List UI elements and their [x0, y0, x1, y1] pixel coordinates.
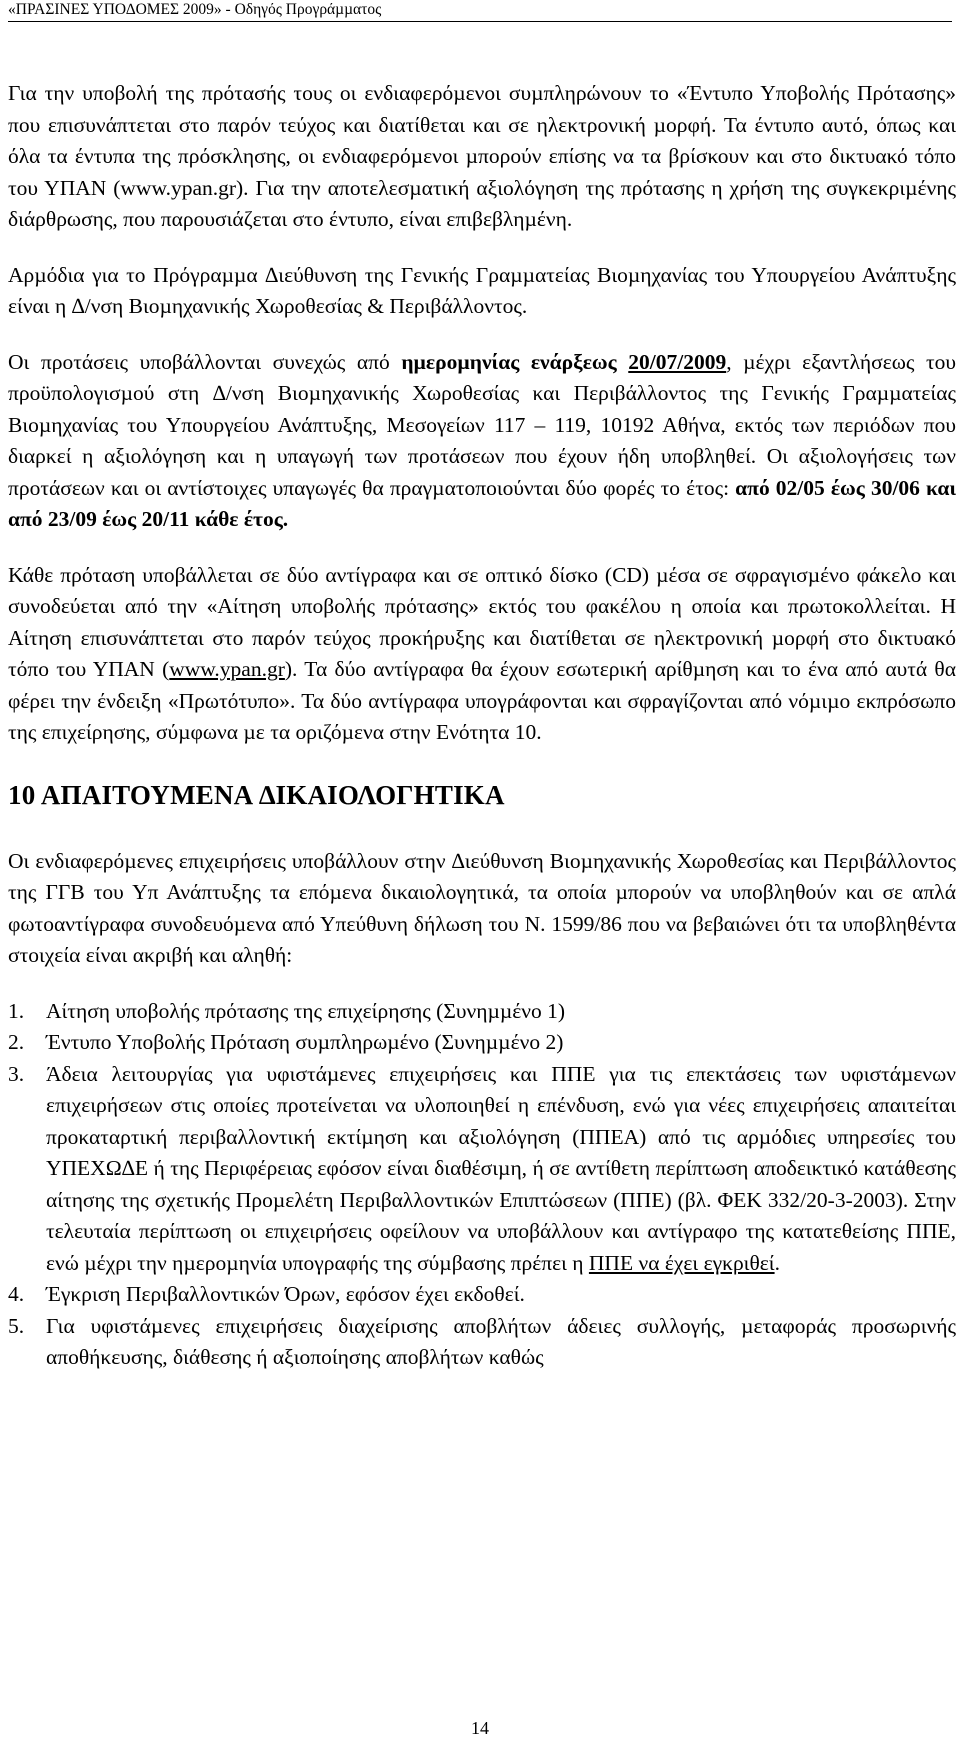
dates-text-1: Οι προτάσεις υποβάλλονται συνεχώς από [8, 349, 402, 374]
list-item-number: 1. [8, 998, 25, 1023]
list-item-text: Έγκριση Περιβαλλοντικών Όρων, εφόσον έχει εκδοθεί. [46, 1282, 525, 1306]
list-item-underlined-text: ΠΠΕ να έχει εγκριθεί [588, 1250, 775, 1275]
paragraph-submission: Για την υποβολή της πρότασής τους οι ενδιαφερόµενοι συµπληρώνουν το «Έντυπο Υποβολής Πρότασης» που επισυνάπτεται στο παρόν τεύχος και διατίθεται και σε ηλεκτρονική µορφή. Τα έντυπο αυτό, όπως και όλα τα έντυπα της πρόσκλησης, οι ενδιαφερόµενοι µπορούν επίσης να τα βρίσκουν και στο δικτυακό τόπο του ΥΠΑΝ (www.ypan.gr). Για την αποτελεσµατική αξιολόγηση της πρότασης η χρήση της συγκεκριµένης διάρθρωσης, που παρουσιάζεται στο έντυπο, είναι επιβεβληµένη. [8, 81, 956, 231]
list-item-text-end: . [774, 1250, 780, 1275]
list-item-number: 5. [8, 1313, 25, 1338]
start-date-label: ηµεροµηνίας ενάρξεως [401, 349, 629, 374]
body-text [8, 78, 956, 1374]
paragraph-required-documents: Οι ενδιαφερόµενες επιχειρήσεις υποβάλλουν στην ∆ιεύθυνση Βιοµηχανικής Χωροθεσίας και Περιβάλλοντος της ΓΓΒ του Υπ Ανάπτυξης τα επόµενα δικαιολογητικά, τα οποία µπορούν να υποβληθούν και σε απλά φωτοαντίγραφα συνοδευόµενα από Υπεύθυνη δήλωση του Ν. 1599/86 που να βεβαιώνει ότι τα υποβληθέντα στοιχεία είναι ακριβή και αληθή: [8, 848, 956, 967]
paragraph-responsible-directorate: Αρµόδια για το Πρόγραµµα ∆ιεύθυνση της Γενικής Γραµµατείας Βιοµηχανίας του Υπουργείου Ανάπτυξης είναι η ∆/νση Βιοµηχανικής Χωροθεσίας & Περιβάλλοντος. [8, 262, 956, 318]
list-item [8, 996, 956, 1028]
ypan-link[interactable]: www.ypan.gr [169, 657, 285, 681]
list-item [8, 1279, 956, 1311]
paragraph-copies [8, 560, 956, 749]
paragraph-submission-dates [8, 347, 956, 536]
running-header: «ΠΡΑΣΙΝΕΣ ΥΠΟ∆ΟΜΕΣ 2009» - Οδηγός Προγράµµατος [8, 0, 952, 22]
evaluation-periods: από 02/05 έως 30/06 και από 23/09 έως 20/11 κάθε έτος. [8, 475, 956, 531]
list-item-text: Έντυπο Υποβολής Πρόταση συµπληρωµένο (Συνηµµένο 2) [46, 1030, 564, 1054]
page-number: 14 [471, 1718, 489, 1738]
list-item [8, 1311, 956, 1374]
list-item-text: Για υφιστάµενες επιχειρήσεις διαχείρισης αποβλήτων άδειες συλλογής, µεταφοράς προσωρινής αποθήκευσης, διάθεσης ή αξιοποίησης αποβλήτων καθώς [46, 1313, 956, 1369]
section-heading: 10 ΑΠΑΙΤΟΥΜΕΝΑ ∆ΙΚΑΙΟΛΟΓΗΤΙΚΑ [8, 779, 505, 810]
list-item-number: 2. [8, 1030, 25, 1054]
list-item-text: Αίτηση υποβολής πρότασης της επιχείρησης (Συνηµµένο 1) [46, 998, 566, 1023]
list-item-number: 4. [8, 1282, 25, 1306]
list-item-number: 3. [8, 1061, 25, 1086]
list-item [8, 1027, 956, 1059]
list-item [8, 1059, 956, 1280]
list-item-text: Άδεια λειτουργίας για υφιστάµενες επιχειρήσεις και ΠΠΕ για τις επεκτάσεις των υφιστάµενων επιχειρήσεων στις οποίες προτείνεται να υλοποιηθεί η επένδυση, ενώ για νέες επιχειρήσεις απαιτείται προκαταρτική περιβαλλοντική εκτίµηση και αξιολόγηση (ΠΠΕΑ) από τις αρµόδιες υπηρεσίες του ΥΠΕΧΩ∆Ε ή της Περιφέρειας εφόσον είναι διαθέσιµη, ή σε αντίθετη περίπτωση αποδεικτικό κατάθεσης αίτησης της σχετικής Προµελέτη Περιβαλλοντικών Επιπτώσεων (ΠΠΕ) (βλ. ΦΕΚ 332/20-3-2003). Στην τελευταία περίπτωση οι επιχειρήσεις οφείλουν να υποβάλλουν και αντίγραφο της κατατεθείσης ΠΠΕ, ενώ µέχρι την ηµεροµηνία υπογραφής της σύµβασης πρέπει η [46, 1061, 956, 1275]
required-documents-list [8, 996, 956, 1374]
copies-text-2: ). Τα δύο αντίγραφα θα έχουν εσωτερική αρίθµηση και το ένα από αυτά θα φέρει την ένδειξη «Πρωτότυπο». Τα δύο αντίγραφα υπογράφονται και σφραγίζονται από νόµιµο εκπρόσωπο της επιχείρησης, σύµφωνα µε τα οριζόµενα στην Ενότητα 10. [8, 657, 956, 744]
dates-text-2: , µέχρι εξαντλήσεως του προϋπολογισµού στη ∆/νση Βιοµηχανικής Χωροθεσίας και Περιβάλλοντος της Γενικής Γραµµατείας Βιοµηχανίας του Υπουργείου Ανάπτυξης, Μεσογείων 117 – 119, 10192 Αθήνα, εκτός των περιόδων που διαρκεί η αξιολόγηση και η υπαγωγή των προτάσεων που έχουν ήδη υποβληθεί. Οι αξιολογήσεις των προτάσεων και οι αντίστοιχες υπαγωγές θα πραγµατοποιούνται δύο φορές το έτος: [8, 349, 956, 500]
start-date-value: 20/07/2009 [628, 349, 727, 374]
copies-text-1: Κάθε πρόταση υποβάλλεται σε δύο αντίγραφα και σε οπτικό δίσκο (CD) µέσα σε σφραγισµένο φάκελο και συνοδεύεται από την «Αίτηση υποβολής πρότασης» εκτός του φακέλου η οποία και πρωτοκολλείται. Η Αίτηση επισυνάπτεται στο παρόν τεύχος προκήρυξης και διατίθεται σε ηλεκτρονική µορφή στο δικτυακό τόπο του ΥΠΑΝ ( [8, 562, 956, 681]
